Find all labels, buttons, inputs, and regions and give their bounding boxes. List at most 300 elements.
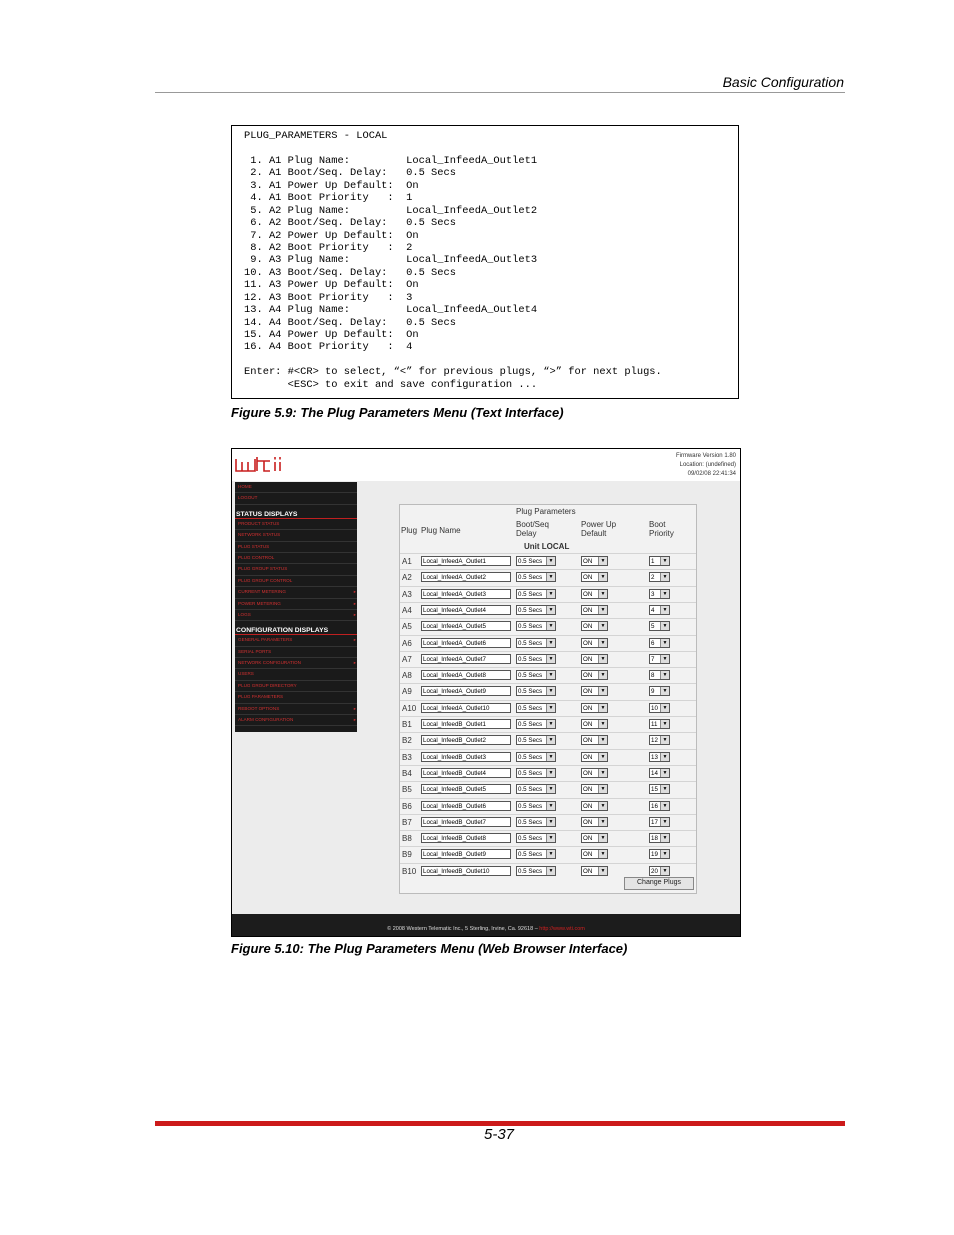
chevron-down-icon: ▼ [546, 671, 555, 679]
power-up-select[interactable] [581, 621, 608, 631]
chevron-down-icon: ▼ [660, 687, 669, 695]
terminal-line: 8. A2 Boot Priority : 2 [244, 241, 413, 254]
sidebar-nav [235, 482, 357, 732]
select-value: 10 [651, 704, 658, 712]
chevron-down-icon: ▼ [546, 753, 555, 761]
boot-delay-select[interactable] [516, 556, 556, 566]
boot-delay-select[interactable] [516, 784, 556, 794]
plug-name-input[interactable]: Local_InfeedB_Outlet7 [421, 817, 511, 827]
web-interface-figure [231, 448, 741, 937]
table-row [400, 553, 696, 569]
plug-name-input[interactable]: Local_InfeedA_Outlet4 [421, 605, 511, 615]
chevron-down-icon: ▼ [546, 573, 555, 581]
select-value: ON [583, 704, 593, 712]
chevron-right-icon: ▸ [353, 637, 356, 643]
terminal-line: PLUG_PARAMETERS - LOCAL [244, 130, 388, 142]
col-power-up-2: Default [581, 529, 607, 538]
select-value: 6 [651, 639, 655, 647]
power-up-select[interactable] [581, 866, 608, 876]
select-value: ON [583, 655, 593, 663]
chevron-down-icon: ▼ [546, 639, 555, 647]
nav-item-label: HOME [238, 484, 252, 489]
plug-name-input[interactable]: Local_InfeedA_Outlet5 [421, 621, 511, 631]
boot-delay-select[interactable] [516, 654, 556, 664]
wti-link[interactable]: http://www.wti.com [539, 926, 585, 932]
select-value: ON [583, 558, 593, 565]
select-value: 0.5 Secs [518, 558, 543, 565]
chevron-down-icon: ▼ [598, 704, 607, 712]
nav-item[interactable] [235, 599, 357, 610]
copyright: © 2008 Western Telematic Inc., 5 Sterling, Irvine, Ca. 92618 – [387, 926, 538, 932]
select-value: 5 [651, 623, 655, 631]
boot-delay-select[interactable] [516, 801, 556, 811]
terminal-line [244, 354, 662, 366]
plug-name-input[interactable]: Local_InfeedA_Outlet3 [421, 589, 511, 599]
plug-name-input[interactable]: Local_InfeedA_Outlet7 [421, 654, 511, 664]
select-value: 0.5 Secs [518, 704, 543, 712]
nav-item[interactable] [235, 704, 357, 715]
nav-item[interactable] [235, 493, 357, 504]
boot-delay-select[interactable] [516, 572, 556, 582]
figure-caption-5-9: Figure 5.9: The Plug Parameters Menu (Text Interface) [231, 405, 564, 420]
select-value: ON [583, 851, 593, 859]
chevron-right-icon: ▸ [353, 717, 356, 723]
plug-id: A9 [402, 687, 412, 697]
power-up-select[interactable] [581, 735, 608, 745]
select-value: 1 [651, 558, 655, 565]
boot-delay-select[interactable] [516, 735, 556, 745]
chevron-down-icon: ▼ [546, 590, 555, 598]
boot-delay-select[interactable] [516, 849, 556, 859]
terminal-text [244, 130, 662, 391]
chevron-down-icon: ▼ [660, 867, 669, 875]
info-line: 09/02/08 22:41:34 [687, 471, 736, 477]
chevron-down-icon: ▼ [546, 802, 555, 810]
power-up-select[interactable] [581, 833, 608, 843]
nav-item-label: PRODUCT STATUS [238, 520, 280, 526]
boot-delay-select[interactable] [516, 768, 556, 778]
boot-delay-select[interactable] [516, 833, 556, 843]
select-value: 8 [651, 672, 655, 680]
power-up-select[interactable] [581, 589, 608, 599]
section-title: Basic Configuration [722, 74, 844, 90]
chevron-down-icon: ▼ [598, 834, 607, 842]
select-value: 0.5 Secs [518, 639, 543, 647]
plug-name-input[interactable]: Local_InfeedB_Outlet8 [421, 833, 511, 843]
nav-item[interactable] [235, 542, 357, 553]
nav-item[interactable] [235, 681, 357, 692]
power-up-select[interactable] [581, 605, 608, 615]
chevron-down-icon: ▼ [546, 867, 555, 875]
boot-delay-select[interactable] [516, 817, 556, 827]
terminal-line: Enter: #<CR> to select, “<” for previous plugs, “>” for next plugs. [244, 366, 662, 379]
col-boot-delay-2: Delay [516, 529, 537, 538]
select-value: 13 [651, 753, 658, 761]
select-value: 4 [651, 606, 655, 614]
change-plugs-button[interactable]: Change Plugs [624, 877, 694, 890]
nav-item-label: POWER METERING [238, 600, 281, 606]
select-value: ON [583, 802, 593, 810]
plug-id: A10 [402, 703, 417, 713]
plug-id: B9 [402, 850, 412, 860]
chevron-down-icon: ▼ [660, 802, 669, 810]
plug-id: B2 [402, 736, 412, 746]
power-up-select[interactable] [581, 719, 608, 729]
chevron-down-icon: ▼ [660, 671, 669, 679]
plug-id: A4 [402, 605, 412, 615]
boot-priority-select[interactable] [649, 556, 670, 566]
plug-id: B1 [402, 720, 412, 729]
text-interface-figure [231, 125, 739, 399]
plug-id: A8 [402, 671, 412, 681]
table-row [400, 749, 696, 765]
terminal-line: 16. A4 Boot Priority : 4 [244, 341, 413, 354]
boot-priority-select[interactable] [649, 654, 670, 664]
nav-item[interactable] [235, 564, 357, 575]
plug-parameters-panel [399, 504, 697, 894]
power-up-select[interactable] [581, 638, 608, 648]
power-up-select[interactable] [581, 703, 608, 713]
chevron-down-icon: ▼ [546, 785, 555, 793]
chevron-down-icon: ▼ [598, 818, 607, 826]
boot-priority-select[interactable] [649, 849, 670, 859]
plug-id: A1 [402, 557, 412, 566]
nav-section-label: CONFIGURATION DISPLAYS [236, 627, 329, 635]
terminal-line: 9. A3 Plug Name: Local_InfeedA_Outlet3 [244, 254, 538, 267]
chevron-down-icon: ▼ [660, 834, 669, 842]
select-value: ON [583, 590, 593, 598]
web-header [232, 449, 740, 481]
nav-item[interactable] [235, 658, 357, 669]
chevron-down-icon: ▼ [598, 850, 607, 858]
boot-priority-select[interactable] [649, 621, 670, 631]
select-value: ON [583, 606, 593, 614]
select-value: ON [583, 786, 593, 794]
terminal-line: 7. A2 Power Up Default: On [244, 229, 419, 242]
col-plug: Plug [401, 526, 418, 535]
select-value: 0.5 Secs [518, 867, 543, 875]
boot-priority-select[interactable] [649, 703, 670, 713]
select-value: 3 [651, 590, 655, 598]
chevron-down-icon: ▼ [598, 687, 607, 695]
unit-label: Unit LOCAL [524, 542, 570, 551]
chevron-down-icon: ▼ [546, 622, 555, 630]
firmware-info [676, 452, 736, 479]
select-value: 0.5 Secs [518, 672, 543, 680]
boot-delay-select[interactable] [516, 670, 556, 680]
boot-delay-select[interactable] [516, 703, 556, 713]
chevron-down-icon: ▼ [598, 622, 607, 630]
chevron-down-icon: ▼ [546, 834, 555, 842]
boot-priority-select[interactable] [649, 719, 670, 729]
nav-item-label: USERS [238, 671, 254, 677]
boot-priority-select[interactable] [649, 801, 670, 811]
boot-priority-select[interactable] [649, 784, 670, 794]
power-up-select[interactable] [581, 784, 608, 794]
info-line: Firmware Version 1.80 [675, 453, 736, 459]
terminal-line: 12. A3 Boot Priority : 3 [244, 291, 413, 304]
table-row [400, 602, 696, 618]
plug-name-input[interactable]: Local_InfeedA_Outlet1 [421, 556, 511, 566]
boot-priority-select[interactable] [649, 589, 670, 599]
chevron-down-icon: ▼ [660, 850, 669, 858]
table-row [400, 846, 696, 862]
nav-item-label: LOGOUT [238, 495, 258, 501]
terminal-line: 2. A1 Boot/Seq. Delay: 0.5 Secs [244, 167, 457, 180]
power-up-select[interactable] [581, 768, 608, 778]
plug-id: B3 [402, 752, 412, 762]
boot-priority-select[interactable] [649, 735, 670, 745]
select-value: 14 [651, 769, 658, 777]
select-value: 18 [651, 835, 658, 843]
boot-priority-select[interactable] [649, 686, 670, 696]
terminal-line: 10. A3 Boot/Seq. Delay: 0.5 Secs [244, 266, 457, 279]
nav-item[interactable] [235, 692, 357, 703]
boot-delay-select[interactable] [516, 719, 556, 729]
select-value: ON [583, 623, 593, 631]
boot-delay-select[interactable] [516, 752, 556, 762]
terminal-line: 4. A1 Boot Priority : 1 [244, 192, 413, 205]
select-value: 7 [651, 655, 655, 663]
terminal-line: 1. A1 Plug Name: Local_InfeedA_Outlet1 [244, 154, 538, 167]
select-value: ON [583, 818, 593, 826]
panel-title: Plug Parameters [516, 507, 576, 516]
chevron-down-icon: ▼ [660, 769, 669, 777]
plug-name-input[interactable]: Local_InfeedB_Outlet3 [421, 752, 511, 762]
select-value: 0.5 Secs [518, 835, 543, 843]
plug-name-input[interactable]: Local_InfeedB_Outlet4 [421, 768, 511, 778]
plug-id: B6 [402, 801, 412, 811]
power-up-select[interactable] [581, 801, 608, 811]
power-up-select[interactable] [581, 686, 608, 696]
chevron-down-icon: ▼ [546, 850, 555, 858]
boot-priority-select[interactable] [649, 752, 670, 762]
select-value: 0.5 Secs [518, 590, 543, 598]
chevron-right-icon: ▸ [353, 705, 356, 711]
col-boot-delay-1: Boot/Seq [516, 520, 549, 529]
nav-item[interactable] [235, 635, 357, 646]
boot-priority-select[interactable] [649, 833, 670, 843]
power-up-select[interactable] [581, 752, 608, 762]
wti-logo-icon [235, 455, 285, 475]
nav-item[interactable] [235, 587, 357, 598]
chevron-down-icon: ▼ [660, 557, 669, 565]
chevron-right-icon: ▸ [353, 660, 356, 666]
select-value: 2 [651, 574, 655, 582]
table-row [400, 700, 696, 716]
select-value: 16 [651, 802, 658, 810]
chevron-right-icon: ▸ [353, 600, 356, 606]
nav-item-label: ALARM CONFIGURATION [238, 717, 294, 723]
chevron-down-icon: ▼ [598, 671, 607, 679]
col-plug-name: Plug Name [421, 526, 461, 535]
chevron-down-icon: ▼ [546, 557, 555, 565]
chevron-down-icon: ▼ [660, 785, 669, 793]
select-value: 0.5 Secs [518, 623, 543, 631]
select-value: 0.5 Secs [518, 802, 543, 810]
nav-item[interactable] [235, 576, 357, 587]
terminal-line: 5. A2 Plug Name: Local_InfeedA_Outlet2 [244, 204, 538, 217]
chevron-down-icon: ▼ [660, 704, 669, 712]
boot-priority-select[interactable] [649, 817, 670, 827]
terminal-line: 11. A3 Power Up Default: On [244, 279, 419, 292]
select-value: ON [583, 753, 593, 761]
chevron-down-icon: ▼ [598, 655, 607, 663]
col-power-up-1: Power Up [581, 520, 617, 529]
table-row [400, 814, 696, 830]
boot-delay-select[interactable] [516, 686, 556, 696]
plug-name-input[interactable]: Local_InfeedA_Outlet9 [421, 686, 511, 696]
nav-item[interactable] [235, 553, 357, 564]
nav-section-header [235, 625, 357, 635]
chevron-down-icon: ▼ [598, 606, 607, 614]
chevron-down-icon: ▼ [546, 606, 555, 614]
chevron-down-icon: ▼ [598, 802, 607, 810]
select-value: 0.5 Secs [518, 753, 543, 761]
nav-item-label: PLUG GROUP DIRECTORY [238, 682, 297, 688]
plug-name-input[interactable]: Local_InfeedA_Outlet10 [421, 703, 511, 713]
power-up-select[interactable] [581, 556, 608, 566]
table-row [400, 765, 696, 781]
boot-delay-select[interactable] [516, 866, 556, 876]
chevron-down-icon: ▼ [546, 704, 555, 712]
select-value: 0.5 Secs [518, 818, 543, 826]
boot-priority-select[interactable] [649, 638, 670, 648]
plug-name-input[interactable]: Local_InfeedB_Outlet9 [421, 849, 511, 859]
power-up-select[interactable] [581, 572, 608, 582]
table-row [400, 651, 696, 667]
select-value: 20 [651, 867, 658, 875]
plug-name-input[interactable]: Local_InfeedB_Outlet5 [421, 784, 511, 794]
plug-id: A2 [402, 573, 412, 583]
chevron-down-icon: ▼ [546, 769, 555, 777]
power-up-select[interactable] [581, 817, 608, 827]
nav-item-label: CURRENT METERING [238, 589, 286, 595]
nav-item-label: LOGS [238, 611, 251, 617]
plug-id: B4 [402, 768, 412, 778]
boot-priority-select[interactable] [649, 670, 670, 680]
boot-priority-select[interactable] [649, 768, 670, 778]
chevron-down-icon: ▼ [598, 769, 607, 777]
chevron-down-icon: ▼ [598, 590, 607, 598]
table-row [400, 732, 696, 748]
nav-item-label: SERIAL PORTS [238, 648, 272, 654]
select-value: ON [583, 721, 593, 728]
select-value: ON [583, 835, 593, 843]
copyright-text [232, 926, 740, 932]
nav-item[interactable] [235, 610, 357, 621]
select-value: 17 [651, 818, 658, 826]
nav-item[interactable] [235, 482, 357, 493]
chevron-down-icon: ▼ [660, 622, 669, 630]
plug-name-input[interactable]: Local_InfeedA_Outlet6 [421, 638, 511, 648]
terminal-line: 3. A1 Power Up Default: On [244, 179, 419, 192]
power-up-select[interactable] [581, 654, 608, 664]
plug-name-input[interactable]: Local_InfeedB_Outlet2 [421, 735, 511, 745]
select-value: 15 [651, 786, 658, 794]
select-value: ON [583, 639, 593, 647]
plug-name-input[interactable]: Local_InfeedA_Outlet8 [421, 670, 511, 680]
table-row [400, 586, 696, 602]
chevron-down-icon: ▼ [598, 736, 607, 744]
chevron-down-icon: ▼ [660, 573, 669, 581]
chevron-down-icon: ▼ [598, 720, 607, 728]
boot-priority-select[interactable] [649, 572, 670, 582]
select-value: ON [583, 769, 593, 777]
header-rule [155, 92, 845, 93]
chevron-down-icon: ▼ [660, 655, 669, 663]
terminal-line: 13. A4 Plug Name: Local_InfeedA_Outlet4 [244, 304, 538, 317]
boot-delay-select[interactable] [516, 605, 556, 615]
plug-name-input[interactable]: Local_InfeedB_Outlet6 [421, 801, 511, 811]
select-value: 12 [651, 737, 658, 745]
plug-id: B10 [402, 866, 417, 876]
boot-delay-select[interactable] [516, 621, 556, 631]
select-value: 0.5 Secs [518, 737, 543, 745]
boot-delay-select[interactable] [516, 589, 556, 599]
chevron-down-icon: ▼ [546, 720, 555, 728]
terminal-line [244, 142, 662, 154]
select-value: ON [583, 737, 593, 745]
boot-delay-select[interactable] [516, 638, 556, 648]
plug-id: B7 [402, 817, 412, 827]
plug-name-input[interactable]: Local_InfeedB_Outlet10 [421, 866, 511, 876]
boot-priority-select[interactable] [649, 605, 670, 615]
nav-item[interactable] [235, 530, 357, 541]
power-up-select[interactable] [581, 849, 608, 859]
power-up-select[interactable] [581, 670, 608, 680]
chevron-right-icon: ▸ [353, 611, 356, 617]
table-row [400, 716, 696, 732]
chevron-down-icon: ▼ [598, 573, 607, 581]
nav-item[interactable] [235, 647, 357, 658]
nav-item-label: PLUG GROUP CONTROL [238, 577, 293, 583]
select-value: 0.5 Secs [518, 606, 543, 614]
plug-id: A6 [402, 638, 412, 648]
select-value: 0.5 Secs [518, 721, 543, 728]
chevron-down-icon: ▼ [598, 867, 607, 875]
select-value: ON [583, 574, 593, 582]
terminal-line: 15. A4 Power Up Default: On [244, 329, 419, 341]
plug-id: B8 [402, 834, 412, 844]
nav-item-label: NETWORK CONFIGURATION [238, 660, 301, 666]
nav-item[interactable] [235, 669, 357, 680]
table-row [400, 618, 696, 634]
nav-item-label: PLUG CONTROL [238, 554, 275, 560]
table-row [400, 798, 696, 814]
select-value: 0.5 Secs [518, 851, 543, 859]
chevron-down-icon: ▼ [660, 736, 669, 744]
plug-id: A3 [402, 589, 412, 599]
nav-item[interactable] [235, 519, 357, 530]
chevron-down-icon: ▼ [546, 736, 555, 744]
nav-item-label: PLUG PARAMETERS [238, 694, 284, 700]
info-line: Location: (undefined) [679, 462, 736, 468]
plug-name-input[interactable]: Local_InfeedA_Outlet2 [421, 572, 511, 582]
chevron-down-icon: ▼ [546, 818, 555, 826]
select-value: 0.5 Secs [518, 786, 543, 794]
nav-item[interactable] [235, 715, 357, 726]
terminal-line: 14. A4 Boot/Seq. Delay: 0.5 Secs [244, 316, 457, 329]
table-row [400, 830, 696, 846]
boot-priority-select[interactable] [649, 866, 670, 876]
chevron-down-icon: ▼ [598, 753, 607, 761]
col-boot-priority-2: Priority [649, 529, 674, 538]
plug-name-input[interactable]: Local_InfeedB_Outlet1 [421, 719, 511, 729]
select-value: 0.5 Secs [518, 688, 543, 696]
table-row [400, 569, 696, 585]
chevron-down-icon: ▼ [660, 639, 669, 647]
